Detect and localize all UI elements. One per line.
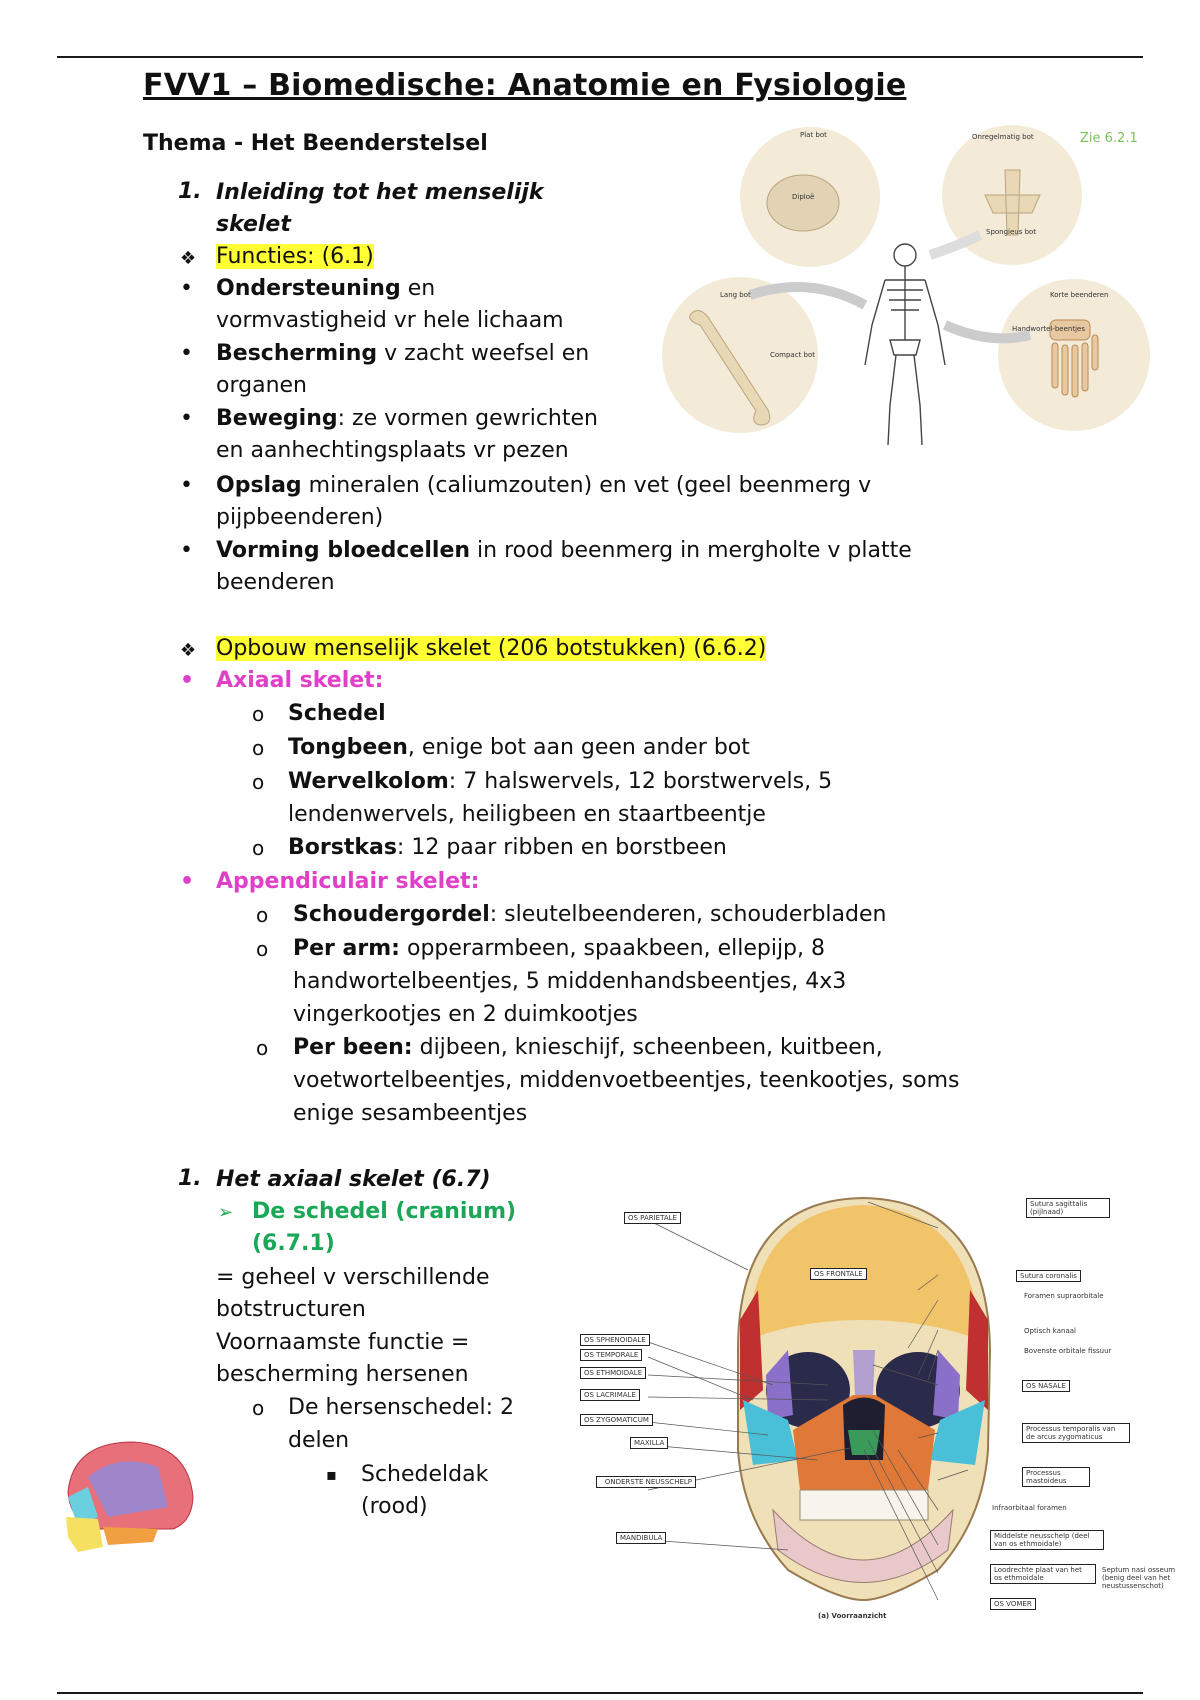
bullet-icon: • [180,341,193,366]
list-item: Schedel [288,701,386,726]
sub-item-continuation: delen [288,1428,350,1453]
list-item: Per been: dijbeen, knieschijf, scheenbeen, kuitbeen, [293,1035,883,1060]
circle-bullet-icon: o [252,702,265,726]
list-item: Vorming bloedcellen in rood beenmerg in mergholte v platte [216,538,912,563]
skull-label: Loodrechte plaat van het os ethmoidale [990,1564,1096,1584]
circle-bullet-icon: o [252,1396,265,1420]
skull-front-illustration [588,1190,1200,1620]
list-item: Bescherming v zacht weefsel en [216,341,590,366]
face-shape [66,1517,103,1552]
skull-label: Optisch kanaal [1024,1327,1076,1335]
skull-label: Infraorbitaal foramen [992,1504,1067,1512]
list-item-continuation: beenderen [216,570,335,595]
bottom-rule [57,1692,1143,1694]
skull-label: OS VOMER [990,1598,1036,1610]
diamond-bullet-icon: ❖ [180,248,197,269]
list-item-continuation: handwortelbeentjes, 5 middenhandsbeentjes, 4x3 [293,969,847,994]
figure-label: Spongieus bot [986,228,1037,236]
figure-label: Compact bot [770,351,816,359]
schedel-heading-line2: (6.7.1) [252,1231,335,1256]
list-item-continuation: enige sesambeentjes [293,1101,528,1126]
skull-label: MANDIBULA [616,1532,666,1544]
skeleton-illustration [660,125,1150,445]
section1-heading-line1: Inleiding tot het menselijk [216,180,544,205]
circle-bullet-icon: o [256,1036,269,1060]
body-text: Voornaamste functie = [216,1330,470,1355]
figure-label: Korte beenderen [1050,291,1109,299]
skull-label-os-frontale: OS FRONTALE [810,1268,867,1280]
figure-label: Onregelmatig bot [972,133,1034,141]
list-item: Per arm: opperarmbeen, spaakbeen, ellepijp, 8 [293,936,826,961]
body-text: = geheel v verschillende [216,1265,490,1290]
bullet-icon: • [180,276,193,301]
list-item: Ondersteuning en [216,276,436,301]
list-item: Opslag mineralen (caliumzouten) en vet (geel beenmerg v [216,473,872,498]
skull-label: ONDERSTE NEUSSCHELP [596,1476,696,1488]
circle-bullet-icon: o [252,736,265,760]
appendiculair-label: Appendiculair skelet: [216,869,480,894]
figure-reference: Zie 6.2.1 [1080,131,1138,146]
skull-label: OS ZYGOMATICUM [580,1414,653,1426]
skull-label: Sutura coronalis [1016,1270,1081,1282]
skull-label: Processus temporalis van de arcus zygomaticus [1022,1423,1130,1443]
list-item-continuation: lendenwervels, heiligbeen en staartbeentje [288,802,766,827]
circle-bullet-icon: o [252,770,265,794]
schedel-heading-line1: De schedel (cranium) [252,1199,517,1224]
functions-label: Functies: (6.1) [216,244,374,269]
skull-label: MAXILLA [630,1437,668,1449]
skull-label: OS ETHMOIDALE [580,1367,646,1379]
skull-label: Septum nasi osseum (benig deel van het neustussenschot) [1102,1566,1176,1590]
skull-label: Processus mastoideus [1022,1467,1090,1487]
teeth-shape [800,1490,928,1520]
skull-label: OS SPHENOIDALE [580,1334,650,1346]
skull-label: OS NASALE [1022,1380,1070,1392]
bullet-icon: • [180,473,193,498]
figure-label: Plat bot [800,131,827,139]
list-item-continuation: vormvastigheid vr hele lichaam [216,308,564,333]
skull-side-illustration [58,1437,198,1557]
section2-number: 1. [178,1166,202,1191]
list-item: Beweging: ze vormen gewrichten [216,406,598,431]
circle-bullet-icon: o [256,937,269,961]
list-item: Wervelkolom: 7 halswervels, 12 borstwervels, 5 [288,769,833,794]
flat-bone-shape [767,175,839,231]
skull-label: Middelste neusschelp (deel van os ethmoidale) [990,1530,1104,1550]
list-item: Tongbeen, enige bot aan geen ander bot [288,735,750,760]
bullet-icon: • [180,538,193,563]
list-item-continuation: vingerkootjes en 2 duimkootjes [293,1002,638,1027]
bullet-icon: • [180,668,195,693]
list-item-continuation: en aanhechtingsplaats vr pezen [216,438,569,463]
section1-number: 1. [178,179,202,204]
skull-label: OS TEMPORALE [580,1349,642,1361]
list-item-continuation: pijpbeenderen) [216,505,384,530]
figure-label: Handwortel-beentjes [1012,325,1085,333]
circle-bullet-icon: o [256,903,269,927]
os-nasale-shape [853,1350,875,1395]
human-skeleton-shape [865,244,945,445]
diamond-bullet-icon: ❖ [180,640,197,661]
subsub-item: Schedeldak [361,1462,489,1487]
bullet-icon: • [180,406,193,431]
skull-label: Foramen supraorbitale [1024,1292,1104,1300]
list-item: Schoudergordel: sleutelbeenderen, schouderbladen [293,902,887,927]
bullet-icon: • [180,869,195,894]
figure-label: Lang bot [720,291,751,299]
list-item-continuation: voetwortelbeentjes, middenvoetbeentjes, teenkootjes, soms [293,1068,960,1093]
sub-item: De hersenschedel: 2 [288,1395,514,1420]
opbouw-label: Opbouw menselijk skelet (206 botstukken) (6.6.2) [216,636,767,661]
skeleton-figure [660,125,1150,445]
skull-figure-caption: (a) Voorraanzicht [818,1612,887,1620]
skull-label: OS PARIETALE [624,1212,681,1224]
section1-heading-line2: skelet [216,212,291,237]
body-text: bescherming hersenen [216,1362,469,1387]
list-item: Borstkas: 12 paar ribben en borstbeen [288,835,727,860]
body-text: botstructuren [216,1297,366,1322]
skull-front-figure [584,1190,1200,1620]
temporal-shape [103,1527,158,1545]
arrow-bullet-icon: ➢ [218,1202,234,1223]
skull-label: OS LACRIMALE [580,1389,640,1401]
axiaal-label: Axiaal skelet: [216,668,384,693]
list-item-continuation: organen [216,373,307,398]
skull-label: Bovenste orbitale fissuur [1024,1347,1112,1355]
page-title: FVV1 – Biomedische: Anatomie en Fysiologie [143,68,907,103]
figure-label: Diploë [792,193,815,201]
section2-heading: Het axiaal skelet (6.7) [216,1167,491,1192]
subsub-item-continuation: (rood) [361,1494,428,1519]
square-bullet-icon: ▪ [326,1465,337,1484]
skull-label: Sutura sagittalis (pijlnaad) [1026,1198,1110,1218]
top-rule [57,56,1143,58]
circle-bullet-icon: o [252,836,265,860]
theme-heading: Thema - Het Beenderstelsel [143,131,488,156]
skull-side-figure [58,1437,198,1557]
